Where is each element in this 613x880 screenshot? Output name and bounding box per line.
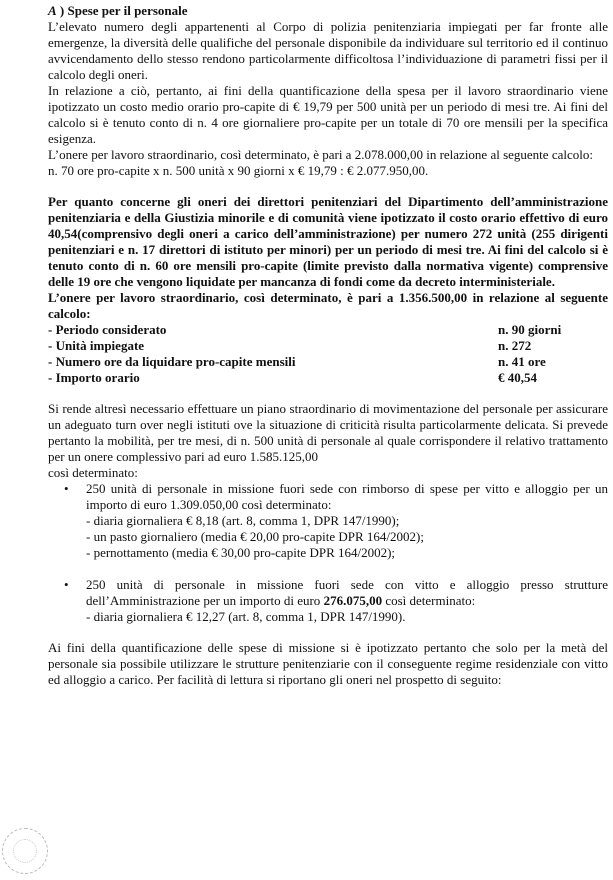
bullet-subline: - diaria giornaliera € 12,27 (art. 8, comma 1, DPR 147/1990). [86,609,406,624]
list-item [48,577,608,625]
stamp-mark [2,828,48,874]
bullet-subline: - pernottamento (media € 30,00 pro-capite DPR 164/2002); [86,545,396,560]
paragraph-directors: Per quanto concerne gli oneri dei direttori penitenziari del Dipartimento dell’amministrazione penitenziaria e della Giustizia minorile e di comunità viene ipotizzato il costo orario effettivo di euro 40,54(comprensivo degli oneri a carico dell’amministrazione) per numero 272 unità (255 dirigenti penitenziari e n. 17 direttori di istituto per minori) per un periodo di mesi tre. Ai fini del calcolo si è tenuto conto di n. 60 ore mensili pro-capite (limite previsto dalla normativa vigente) comprensive delle 19 ore che vengono liquidate per mancanza di fondi come da decreto interministeriale. [48,194,608,289]
calc-row [48,322,608,338]
bullet-text: 250 unità di personale in missione fuori sede con vitto e alloggio presso strutture dell’Amministrazione per un importo di euro 276.075,00 così determinato: [86,577,608,608]
calc-value: n. 90 giorni [498,322,562,337]
paragraph-conclusion: Ai fini della quantificazione delle spese di missione si è ipotizzato pertanto che solo per la metà del personale sia possibile utilizzare le strutture penitenziarie con il conseguente regime residenziale con vitto ed alloggio a carico. Per facilità di lettura si riportano gli oneri nel prospetto di seguito: [48,640,608,687]
bullet-icon: • [64,577,69,592]
calc-label: - Importo orario [48,370,140,385]
calc-row [48,354,608,370]
overtime-calculation: n. 70 ore pro-capite x n. 500 unità x 90 giorni x € 19,79 : € 2.077.950,00. [48,163,429,178]
paragraph-directors-cost: L’onere per lavoro straordinario, così determinato, è pari a 1.356.500,00 in relazione al seguente calcolo: [48,290,608,321]
calc-value: n. 272 [498,338,532,353]
paragraph-overtime-cost: L’onere per lavoro straordinario, così determinato, è pari a 2.078.000,00 in relazione al seguente calcolo: [48,147,593,162]
list-item [48,481,608,561]
paragraph-mobility-tail: così determinato: [48,465,138,480]
bullet-icon: • [64,481,69,496]
calc-value: € 40,54 [498,370,537,385]
paragraph-intro: L’elevato numero degli appartenenti al Corpo di polizia penitenziaria impiegati per far fronte alle emergenze, la diversità delle qualifiche del personale disponibile da individuare sul territorio ed il continuo avvicendamento dello stesso rendono particolarmente difficoltosa l’individuazione di parametri fissi per il calcolo degli oneri. [48,19,608,82]
calc-label: - Unità impiegate [48,338,145,353]
paragraph-mobility: Si rende altresì necessario effettuare un piano straordinario di movimentazione del personale per assicurare un adeguato turn over negli istituti ove la situazione di criticità risulta particolarmente delicata. Si prevede pertanto la mobilità, per tre mesi, di n. 500 unità di personale al quale corrispondere il relativo trattamento per un onere complessivo pari ad euro 1.585.125,00 [48,401,608,464]
paragraph-overtime-estimate: In relazione a ciò, pertanto, ai fini della quantificazione della spesa per il lavoro straordinario viene ipotizzato un costo medio orario pro-capite di € 19,79 per 500 unità per un periodo di mesi tre. Ai fini del calcolo si è tenuto conto di n. 4 ore giornaliere pro-capite per un totale di 70 ore mensili per la specifica esigenza. [48,83,608,146]
calc-row [48,370,608,386]
section-heading [48,3,608,19]
bullet-text: 250 unità di personale in missione fuori sede con rimborso di spese per vitto e alloggio per un importo di euro 1.309.050,00 così determinato: [86,481,608,512]
bullet-subline: - diaria giornaliera € 8,18 (art. 8, comma 1, DPR 147/1990); [86,513,400,528]
bullet-amount: 276.075,00 [323,593,383,608]
directors-calculation-table [48,322,608,386]
calc-row [48,338,608,354]
mission-list [48,481,608,625]
calc-label: - Numero ore da liquidare pro-capite mensili [48,354,296,369]
calc-value: n. 41 ore [498,354,546,369]
section-title: ) Spese per il personale [59,3,188,18]
section-letter: A [48,3,57,18]
calc-label: - Periodo considerato [48,322,167,337]
document-page [48,3,608,688]
bullet-subline: - un pasto giornaliero (media € 20,00 pro-capite DPR 164/2002); [86,529,424,544]
